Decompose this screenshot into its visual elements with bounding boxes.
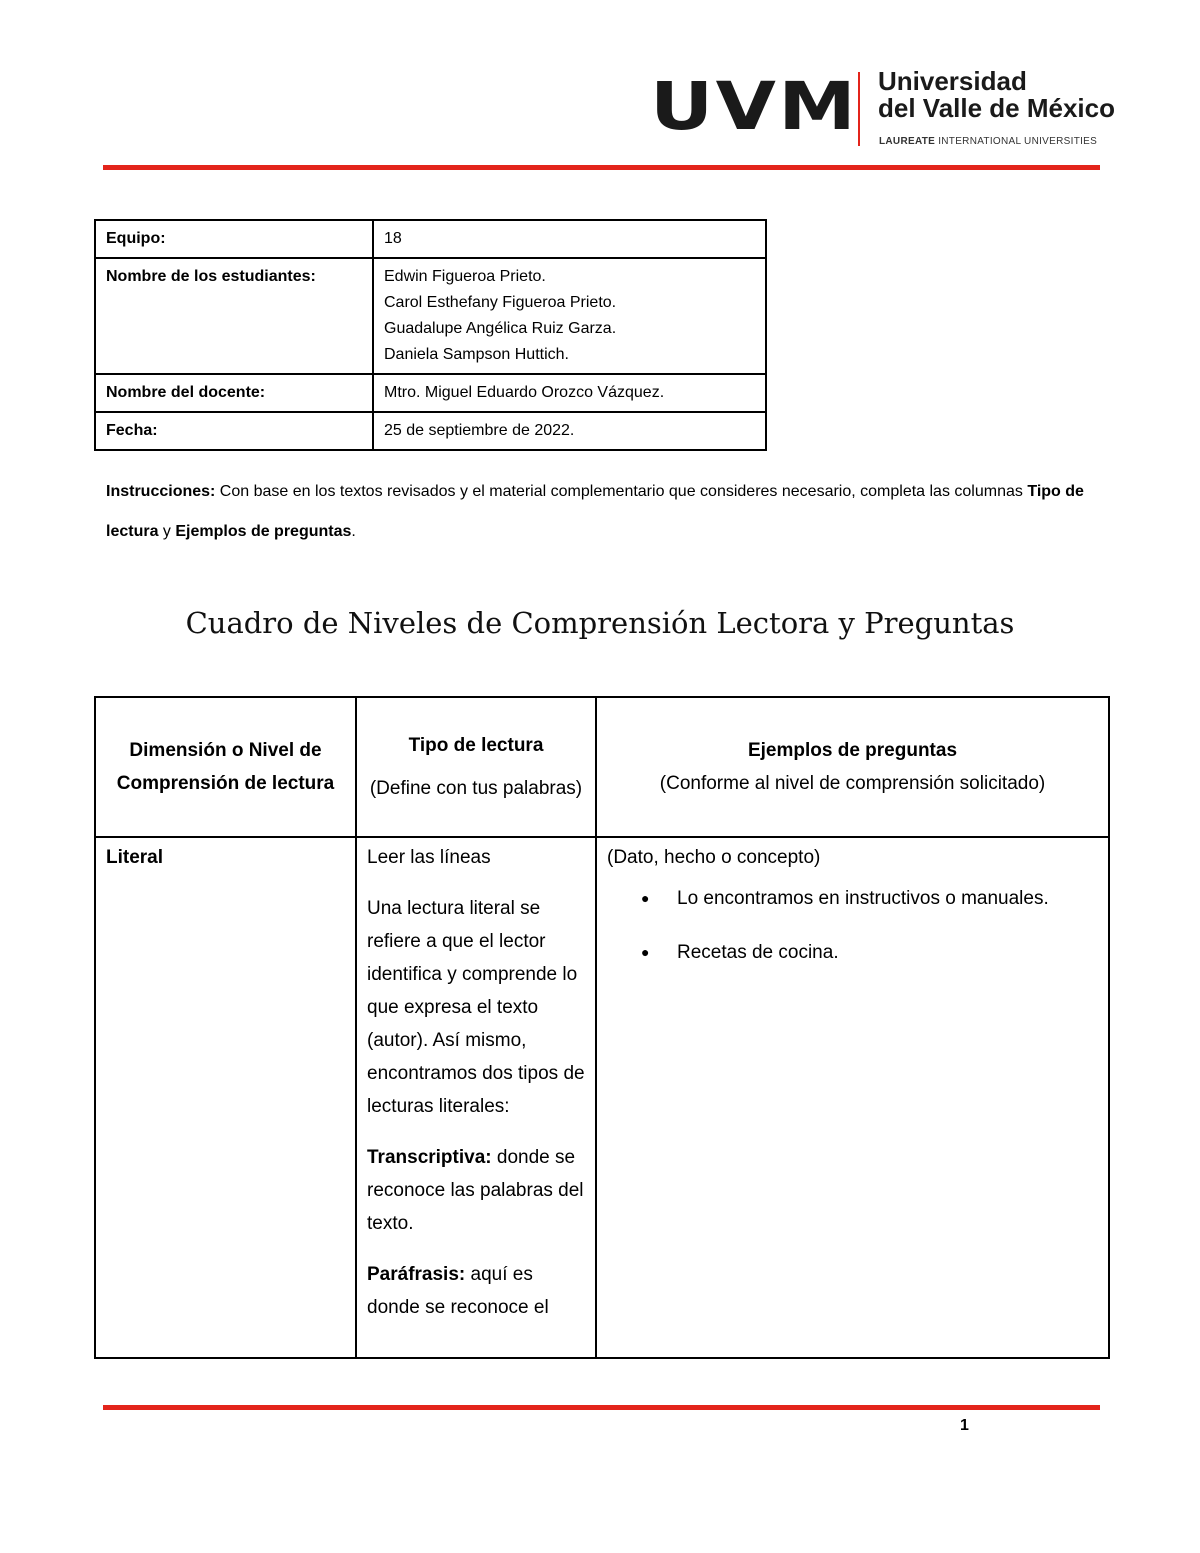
team-label: Equipo:	[95, 220, 373, 258]
student-name: Edwin Figueroa Prieto.	[384, 268, 546, 285]
university-name	[878, 68, 1115, 122]
student-name: Carol Esthefany Figueroa Prieto.	[384, 294, 617, 311]
header-red-rule	[103, 165, 1100, 170]
level-literal: Literal	[106, 847, 164, 868]
instructions-label: Instrucciones:	[106, 483, 216, 500]
team-row	[95, 220, 766, 258]
examples-cell	[596, 837, 1109, 1358]
page-number: 1	[960, 1417, 969, 1434]
uvm-logo-mark: UVM	[650, 68, 859, 145]
comprehension-table	[94, 696, 1110, 1359]
col-header-reading-type-text: Tipo de lectura	[408, 735, 544, 756]
student-name: Guadalupe Angélica Ruiz Garza.	[384, 320, 617, 337]
teacher-row	[95, 374, 766, 412]
laureate-tagline	[879, 136, 1097, 147]
university-name-line1: Universidad	[878, 66, 1027, 96]
col-header-dimension-text: Dimensión o Nivel de Comprensión de lectura	[116, 740, 335, 794]
table-header-row	[95, 697, 1109, 837]
list-item: ● Lo encontramos en instructivos o manuales.	[677, 882, 1098, 915]
teacher-value: Mtro. Miguel Eduardo Orozco Vázquez.	[373, 374, 766, 412]
laureate-tag-bold: LAUREATE	[879, 136, 936, 147]
reading-type-description: Una lectura literal se refiere a que el lector identifica y comprende lo que expresa el texto (autor). Así mismo, encontramos dos tipos de lecturas literales:	[367, 898, 585, 1117]
instructions-bold-1: Tipo de lectura	[106, 483, 1084, 540]
date-label: Fecha:	[95, 412, 373, 450]
instructions-text-3: .	[351, 523, 356, 540]
transcriptiva-label: Transcriptiva:	[367, 1147, 492, 1168]
transcriptiva-text: donde se reconoce las palabras del texto.	[367, 1147, 584, 1234]
logo-divider	[858, 72, 860, 146]
date-value: 25 de septiembre de 2022.	[373, 412, 766, 450]
list-item: ● Recetas de cocina.	[677, 936, 1098, 969]
col-header-examples-text: Ejemplos de preguntas	[747, 740, 958, 761]
col-header-dimension	[95, 697, 356, 837]
student-name: Daniela Sampson Huttich.	[384, 346, 569, 363]
university-name-line2: del Valle de México	[878, 93, 1115, 123]
parafrasis-paragraph	[367, 1258, 585, 1324]
parafrasis-text: aquí es donde se reconoce el	[367, 1264, 549, 1318]
examples-intro: (Dato, hecho o concepto)	[607, 847, 821, 868]
document-title: Cuadro de Niveles de Comprensión Lectora y Preguntas	[185, 606, 1015, 640]
col-header-examples	[596, 697, 1109, 837]
col-header-reading-type	[356, 697, 596, 837]
info-table	[94, 219, 767, 451]
instructions-bold-2: Ejemplos de preguntas	[175, 523, 352, 540]
parafrasis-label: Paráfrasis:	[367, 1264, 466, 1285]
students-label: Nombre de los estudiantes:	[95, 258, 373, 374]
reading-type-cell	[356, 837, 596, 1358]
team-value: 18	[373, 220, 766, 258]
footer-red-rule	[103, 1405, 1100, 1410]
reading-type-title: Leer las líneas	[367, 847, 491, 868]
col-header-examples-sub: (Conforme al nivel de comprensión solicitado)	[659, 773, 1046, 794]
uvm-logo	[650, 66, 1120, 156]
students-value	[373, 258, 766, 374]
examples-list	[607, 882, 1098, 969]
instructions-text-1: Con base en los textos revisados y el material complementario que consideres necesario, completa las columnas	[215, 483, 1028, 500]
transcriptiva-paragraph	[367, 1141, 585, 1240]
date-row	[95, 412, 766, 450]
students-row	[95, 258, 766, 374]
col-header-reading-type-sub: (Define con tus palabras)	[369, 778, 583, 799]
instructions	[106, 472, 1106, 552]
laureate-tag-rest: INTERNATIONAL UNIVERSITIES	[935, 136, 1098, 147]
instructions-text-2: y	[158, 523, 176, 540]
teacher-label: Nombre del docente:	[95, 374, 373, 412]
table-row	[95, 837, 1109, 1358]
level-cell	[95, 837, 356, 1358]
